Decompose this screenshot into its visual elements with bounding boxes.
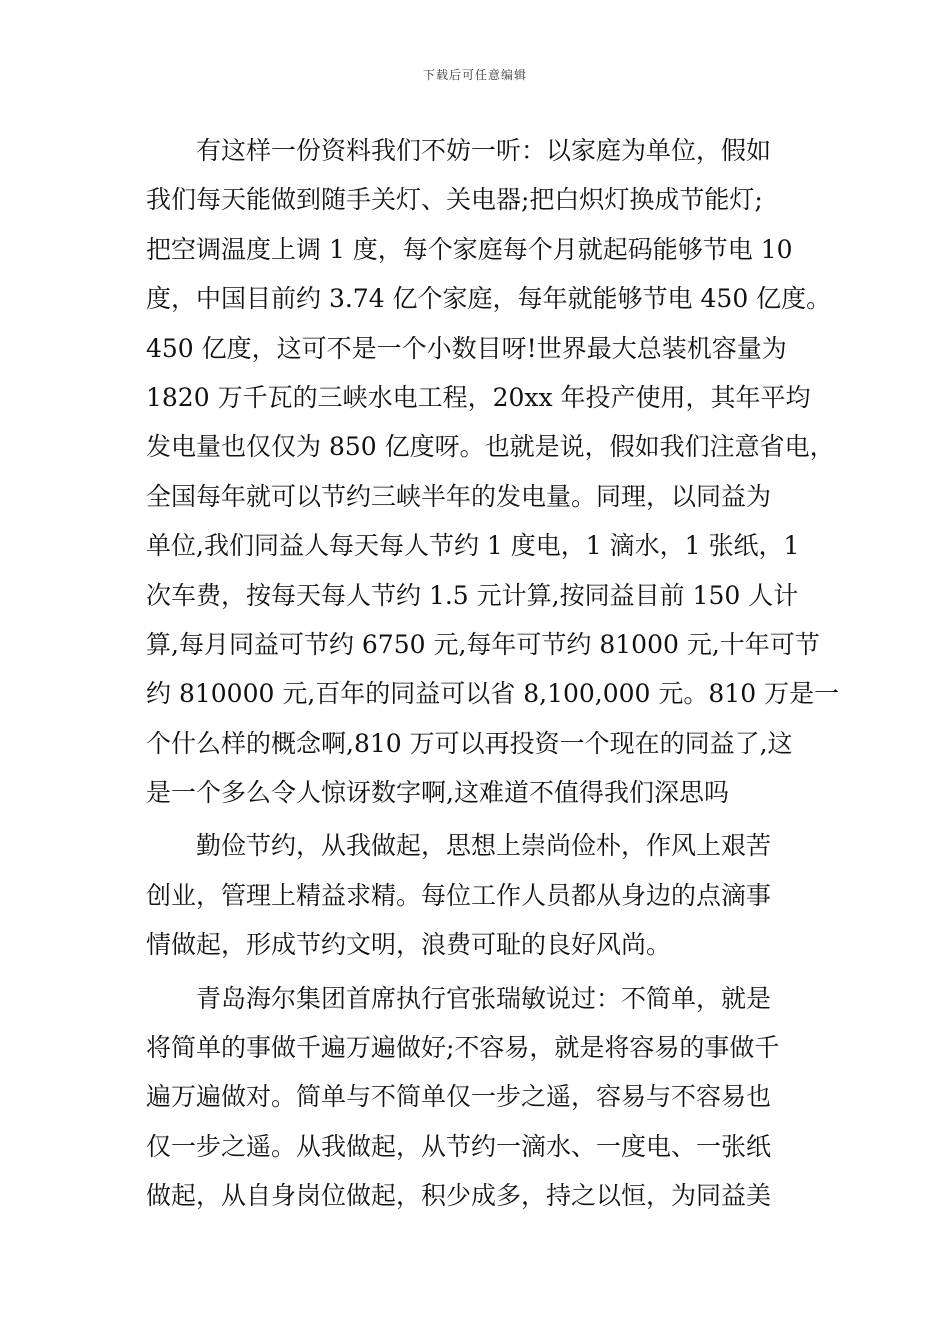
text-line: 青岛海尔集团首席执行官张瑞敏说过：不简单，就是 [196,983,772,1013]
text-line: 次车费，按每天每人节约 1.5 元计算,按同益目前 150 人计 [146,580,799,610]
text-line: 有这样一份资料我们不妨一听：以家庭为单位，假如 [196,136,772,165]
paragraph-energy-saving [146,126,840,817]
text-line: 勤俭节约，从我做起，思想上崇尚俭朴，作风上艰苦 [196,831,772,861]
text-line: 发电量也仅仅为 850 亿度呀。也就是说，假如我们注意省电， [146,432,835,462]
page-header: 下载后可任意编辑 [422,68,527,82]
text-line: 算,每月同益可节约 6750 元,每年可节约 81000 元,十年可节 [146,629,820,659]
document-body [146,126,840,1221]
text-line: 仅一步之遥。从我做起，从节约一滴水、一度电、一张纸 [146,1131,772,1161]
text-line: 约 810000 元,百年的同益可以省 8,100,000 元。810 万是一 [146,679,840,709]
paragraph-haier-quote [146,974,816,1221]
text-line: 遍万遍做对。简单与不简单仅一步之遥，容易与不容易也 [146,1082,772,1112]
paragraph-thrift [146,821,816,969]
text-line: 我们每天能做到随手关灯、关电器;把白炽灯换成节能灯; [146,185,763,215]
text-line: 是一个多么令人惊讶数字啊,这难道不值得我们深思吗 [146,778,729,808]
text-line: 度，中国目前约 3.74 亿个家庭，每年就能够节电 450 亿度。 [146,284,832,314]
text-line: 创业，管理上精益求精。每位工作人员都从身边的点滴事 [146,880,772,910]
text-line: 450 亿度，这可不是一个小数目呀!世界最大总装机容量为 [146,333,787,363]
text-line: 个什么样的概念啊,810 万可以再投资一个现在的同益了,这 [146,728,793,758]
text-line: 单位,我们同益人每天每人节约 1 度电，1 滴水，1 张纸，1 [146,531,800,561]
text-line: 把空调温度上调 1 度，每个家庭每个月就起码能够节电 10 [146,234,793,264]
text-line: 做起，从自身岗位做起，积少成多，持之以恒，为同益美 [146,1181,772,1211]
text-line: 情做起，形成节约文明，浪费可耻的良好风尚。 [146,930,672,960]
text-line: 全国每年就可以节约三峡半年的发电量。同理，以同益为 [146,481,772,511]
text-line: 1820 万千瓦的三峡水电工程，20xx 年投产使用，其年平均 [146,382,811,412]
text-line: 将简单的事做千遍万遍做好;不容易，就是将容易的事做千 [146,1033,780,1063]
